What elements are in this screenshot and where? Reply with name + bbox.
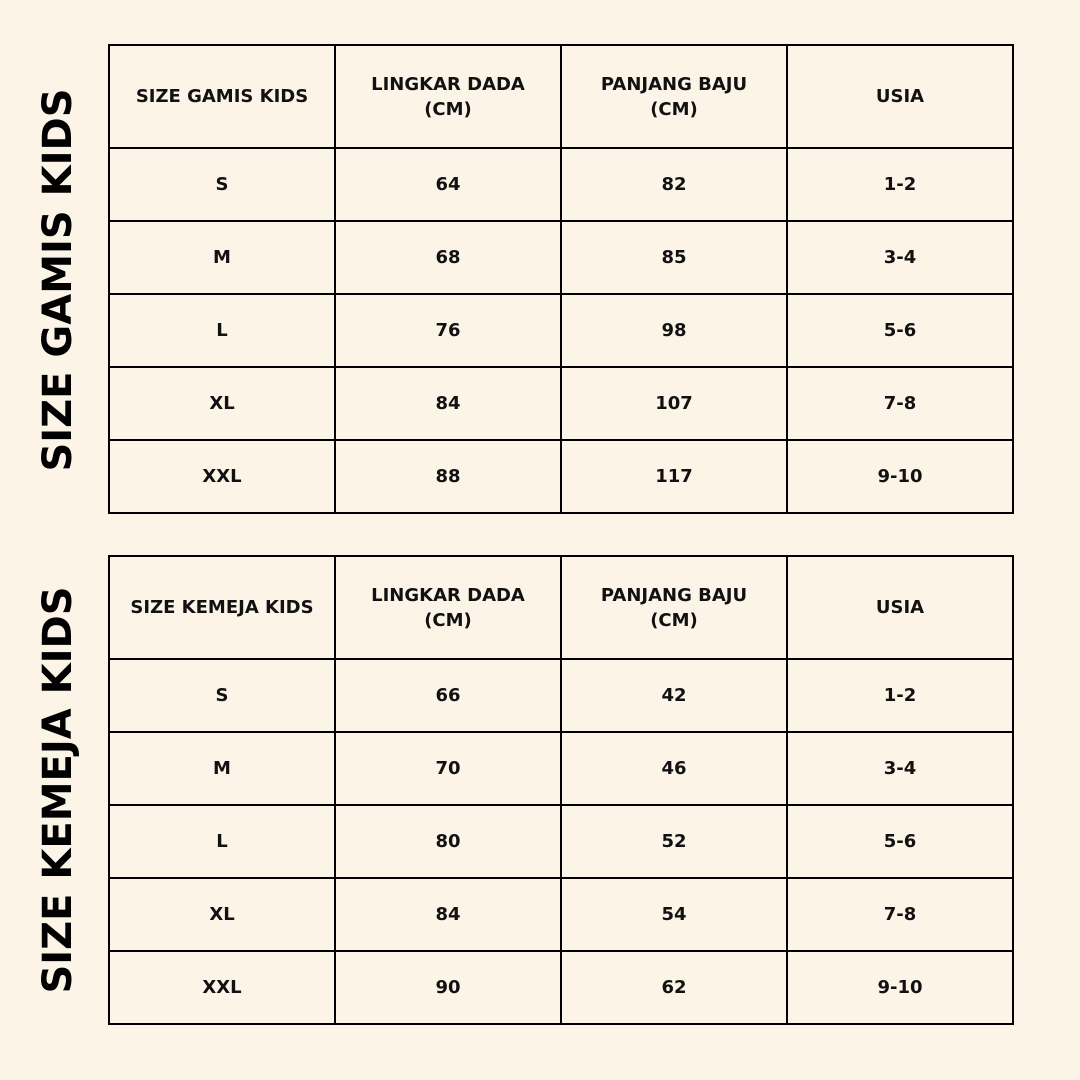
cell-chest: 64 [335,148,561,221]
header-length-unit: (CM) [650,98,698,120]
table-row [109,221,1013,294]
cell-age: 9-10 [787,951,1013,1024]
cell-age: 7-8 [787,367,1013,440]
cell-length: 46 [561,732,787,805]
header-length-label: PANJANG BAJU [600,73,748,95]
cell-length: 107 [561,367,787,440]
table-row [109,951,1013,1024]
cell-chest: 80 [335,805,561,878]
table-header-row [109,556,1013,659]
cell-age: 3-4 [787,221,1013,294]
header-length [561,556,787,659]
header-size: SIZE KEMEJA KIDS [109,556,335,659]
header-length-label: PANJANG BAJU [600,584,748,606]
cell-length: 52 [561,805,787,878]
cell-age: 5-6 [787,805,1013,878]
cell-length: 82 [561,148,787,221]
table-row [109,878,1013,951]
cell-size: M [109,221,335,294]
cell-length: 54 [561,878,787,951]
cell-length: 85 [561,221,787,294]
cell-chest: 88 [335,440,561,513]
cell-size: L [109,805,335,878]
cell-chest: 90 [335,951,561,1024]
header-chest [335,556,561,659]
table-header-row [109,45,1013,148]
table-row [109,367,1013,440]
kemeja-side-title: SIZE KEMEJA KIDS [35,586,81,994]
cell-size: M [109,732,335,805]
cell-size: S [109,659,335,732]
header-length-unit: (CM) [650,609,698,631]
cell-age: 5-6 [787,294,1013,367]
cell-size: XXL [109,440,335,513]
table-row [109,732,1013,805]
header-chest-label: LINGKAR DADA [371,73,525,95]
header-chest-label: LINGKAR DADA [371,584,525,606]
gamis-side-title: SIZE GAMIS KIDS [35,88,81,472]
table-row [109,805,1013,878]
cell-length: 42 [561,659,787,732]
table-row [109,294,1013,367]
cell-chest: 68 [335,221,561,294]
cell-age: 9-10 [787,440,1013,513]
header-size: SIZE GAMIS KIDS [109,45,335,148]
header-chest-unit: (CM) [424,609,472,631]
cell-length: 98 [561,294,787,367]
header-length [561,45,787,148]
cell-age: 7-8 [787,878,1013,951]
header-chest-unit: (CM) [424,98,472,120]
header-age: USIA [787,556,1013,659]
cell-size: S [109,148,335,221]
cell-age: 1-2 [787,148,1013,221]
cell-size: L [109,294,335,367]
table-row [109,659,1013,732]
cell-age: 3-4 [787,732,1013,805]
cell-size: XL [109,878,335,951]
header-chest [335,45,561,148]
cell-size: XL [109,367,335,440]
cell-chest: 84 [335,367,561,440]
cell-size: XXL [109,951,335,1024]
gamis-size-table [108,44,1014,514]
cell-length: 117 [561,440,787,513]
cell-chest: 84 [335,878,561,951]
table-row [109,440,1013,513]
kemeja-size-table [108,555,1014,1025]
cell-length: 62 [561,951,787,1024]
cell-chest: 66 [335,659,561,732]
cell-chest: 76 [335,294,561,367]
cell-chest: 70 [335,732,561,805]
cell-age: 1-2 [787,659,1013,732]
header-age: USIA [787,45,1013,148]
table-row [109,148,1013,221]
